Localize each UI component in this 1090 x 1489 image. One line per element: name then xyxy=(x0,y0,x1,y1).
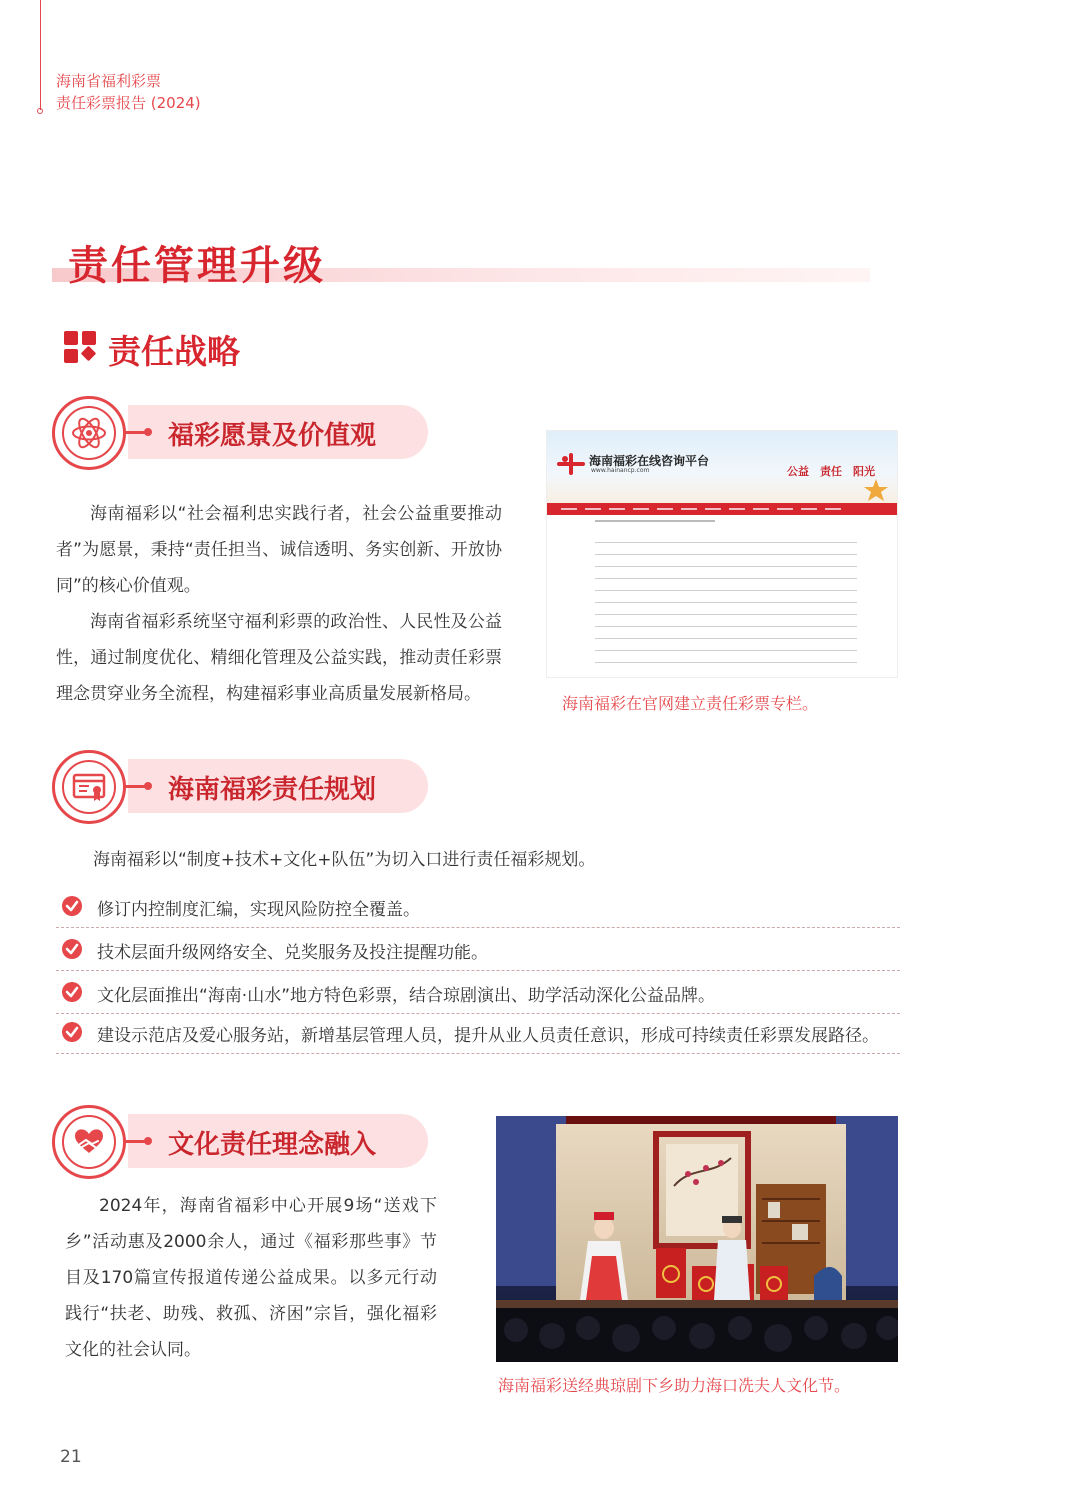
subsection-title: 责任战略 xyxy=(108,332,240,371)
check-circle-icon xyxy=(62,982,82,1002)
block-vision-title: 福彩愿景及价值观 xyxy=(168,421,377,451)
website-nav-bar xyxy=(547,503,897,515)
website-slogan: 公益 责任 阳光 xyxy=(787,465,875,478)
plan-item xyxy=(56,887,900,928)
header-report-org: 海南省福利彩票 xyxy=(56,72,162,90)
plan-intro: 海南福彩以“制度+技术+文化+队伍”为切入口进行责任福彩规划。 xyxy=(93,850,596,870)
heart-hands-icon-badge xyxy=(52,1105,126,1179)
check-circle-icon xyxy=(62,896,82,916)
website-screenshot xyxy=(547,431,897,677)
culture-text xyxy=(65,1188,437,1368)
lottery-logo-icon xyxy=(557,453,585,475)
connector-line xyxy=(124,431,146,434)
certificate-icon xyxy=(71,769,107,805)
block-plan-title: 海南福彩责任规划 xyxy=(168,775,377,805)
plan-item xyxy=(56,930,900,971)
strategy-paragraph: 海南省福彩系统坚守福利彩票的政治性、人民性及公益性，通过制度优化、精细化管理及公益实践，推动责任彩票理念贯穿业务全流程，构建福彩事业高质量发展新格局。 xyxy=(56,612,502,704)
header-report-title: 责任彩票报告 (2024) xyxy=(56,94,201,112)
opera-performance-photo xyxy=(496,1116,898,1362)
check-circle-icon xyxy=(62,1022,82,1042)
plan-item xyxy=(56,973,900,1014)
plan-item-text: 建设示范店及爱心服务站，新增基层管理人员，提升从业人员责任意识，形成可持续责任彩票发展路径。 xyxy=(97,1026,879,1046)
block-culture-title: 文化责任理念融入 xyxy=(168,1130,377,1160)
culture-paragraph: 2024年，海南省福彩中心开展9场“送戏下乡”活动惠及2000余人，通过《福彩那些事》节目及170篇宣传报道传递公益成果。以多元行动践行“扶老、助残、救孤、济困”宗旨，强化福彩文化的社会认同。 xyxy=(65,1196,437,1360)
connector-line xyxy=(124,785,146,788)
margin-rule-dot xyxy=(37,108,43,114)
plan-item-text: 技术层面升级网络安全、兑奖服务及投注提醒功能。 xyxy=(97,943,488,963)
opera-stage-illustration xyxy=(496,1116,898,1362)
atom-icon xyxy=(70,414,108,452)
heart-hands-icon xyxy=(70,1124,108,1160)
website-article-list xyxy=(595,533,857,673)
plan-item-text: 文化层面推出“海南·山水”地方特色彩票，结合琼剧演出、助学活动深化公益品牌。 xyxy=(97,986,716,1006)
certificate-icon-badge xyxy=(52,750,126,824)
plan-item xyxy=(56,1013,900,1054)
connector-dot xyxy=(144,1137,152,1145)
website-caption: 海南福彩在官网建立责任彩票专栏。 xyxy=(562,694,819,713)
starfish-icon xyxy=(861,477,891,503)
vision-text xyxy=(56,496,502,712)
vision-paragraph: 海南福彩以“社会福利忠实践行者，社会公益重要推动者”为愿景，秉持“责任担当、诚信透明、务实创新、开放协同”的核心价值观。 xyxy=(56,504,502,596)
connector-line xyxy=(124,1140,146,1143)
plan-item-text: 修订内控制度汇编，实现风险防控全覆盖。 xyxy=(97,900,420,920)
website-url: www.hainancp.com xyxy=(591,467,650,474)
connector-dot xyxy=(144,782,152,790)
margin-rule xyxy=(40,0,41,110)
connector-dot xyxy=(144,428,152,436)
opera-caption: 海南福彩送经典琼剧下乡助力海口冼夫人文化节。 xyxy=(498,1376,851,1395)
grid-diamond-icon xyxy=(64,331,98,363)
website-title: 海南福彩在线咨询平台 xyxy=(589,454,710,468)
website-breadcrumb xyxy=(595,520,715,522)
section-title: 责任管理升级 xyxy=(68,243,326,289)
check-circle-icon xyxy=(62,939,82,959)
atom-icon-badge xyxy=(52,396,126,470)
page-number: 21 xyxy=(60,1447,82,1467)
